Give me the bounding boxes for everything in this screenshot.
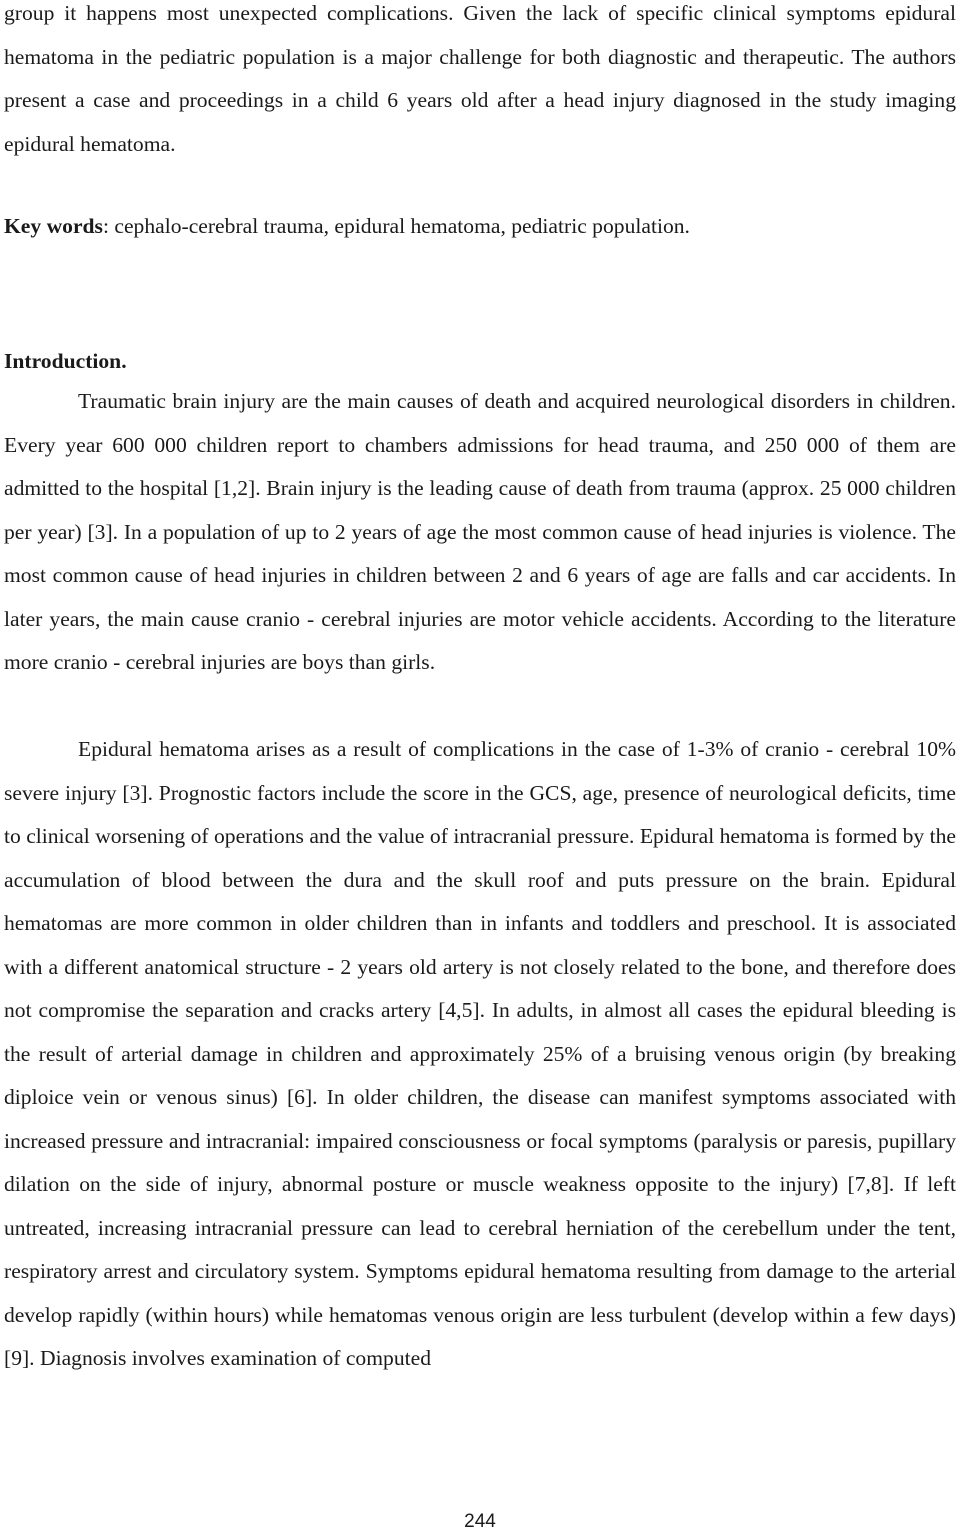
- keywords-text: : cephalo-cerebral trauma, epidural hematoma, pediatric population.: [102, 214, 690, 238]
- keywords-line: [4, 205, 956, 249]
- introduction-paragraph: Traumatic brain injury are the main causes of death and acquired neurological disorders in children. Every year 600 000 children report to chambers admissions for head trauma, and 250 000 of them are admitted to the hospital [1,2]. Brain injury is the leading cause of death from trauma (approx. 25 000 children per year) [3]. In a population of up to 2 years of age the most common cause of head injuries is violence. The most common cause of head injuries in children between 2 and 6 years of age are falls and car accidents. In later years, the main cause cranio - cerebral injuries are motor vehicle accidents. According to the literature more cranio - cerebral injuries are boys than girls.: [4, 389, 956, 674]
- section-heading-introduction: Introduction.: [4, 349, 127, 373]
- page-number: 244: [464, 1511, 496, 1532]
- abstract-tail-paragraph: group it happens most unexpected complications. Given the lack of specific clinical symptoms epidural hematoma in the pediatric population is a major challenge for both diagnostic and therapeutic. The authors present a case and proceedings in a child 6 years old after a head injury diagnosed in the study imaging epidural hematoma.: [4, 1, 956, 156]
- keywords-label: Key words: [4, 214, 103, 238]
- introduction-paragraph: Epidural hematoma arises as a result of complications in the case of 1-3% of cranio - cerebral 10% severe injury [3]. Prognostic factors include the score in the GCS, age, presence of neurological deficits, time to clinical worsening of operations and the value of intracranial pressure. Epidural hematoma is formed by the accumulation of blood between the dura and the skull roof and puts pressure on the brain. Epidural hematomas are more common in older children than in infants and toddlers and preschool. It is associated with a different anatomical structure - 2 years old artery is not closely related to the bone, and therefore does not compromise the separation and cracks artery [4,5]. In adults, in almost all cases the epidural bleeding is the result of arterial damage in children and approximately 25% of a bruising venous origin (by breaking diploice vein or venous sinus) [6]. In older children, the disease can manifest symptoms associated with increased pressure and intracranial: impaired consciousness or focal symptoms (paralysis or paresis, pupillary dilation on the side of injury, abnormal posture or muscle weakness opposite to the injury) [7,8]. If left untreated, increasing intracranial pressure can lead to cerebral herniation of the cerebellum under the tent, respiratory arrest and circulatory system. Symptoms epidural hematoma resulting from damage to the arterial develop rapidly (within hours) while hematomas venous origin are less turbulent (develop within a few days) [9]. Diagnosis involves examination of computed: [4, 737, 956, 1370]
